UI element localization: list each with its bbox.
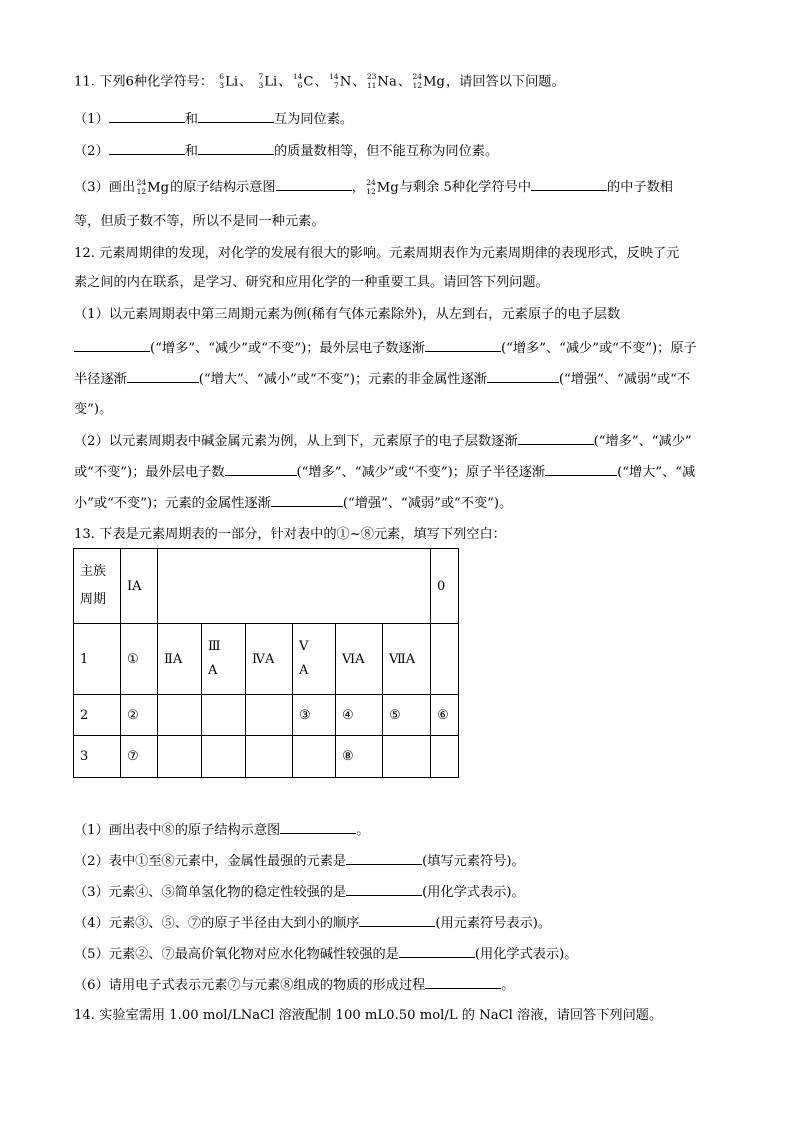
periodic-table-excerpt [73,548,459,778]
group-0-header: 0 [431,549,459,624]
table-cell: ① [121,624,158,695]
table-cell [431,736,459,778]
q12-part2-1: （2）以元素周期表中碱金属元素为例，从上到下，元素原子的电子层数逐渐 (“增多”、“减少” [74,434,692,449]
group-1a-header: ⅠA [121,549,158,624]
period-label: 2 [74,695,121,736]
q12-intro-1: 12. 元素周期律的发现，对化学的发展有很大的影响。元素周期表作为元素周期律的表现形式，反映了元 [74,246,680,261]
q12-part1-1: （1）以元素周期表中第三周期元素为例(稀有气体元素除外)，从左到右，元素原子的电子层数 [74,307,621,322]
isotope-c14: 14 6 C [292,72,314,90]
answer-blank[interactable] [346,883,422,896]
answer-blank[interactable] [271,494,343,507]
isotope-mg24: 24 12 Mg [136,177,170,196]
table-cell: ② [121,695,158,736]
answer-blank[interactable] [545,463,617,476]
answer-blank[interactable] [198,142,274,155]
q12-part1-2: (“增多”、“减少”或“不变”)；最外层电子数逐渐 (“增多”、“减少”或“不变”)；原子 [74,339,697,358]
isotope-mg24: 24 12 Mg [366,177,399,196]
table-cell: ⑧ [336,736,383,778]
q12-part1-4: 变”)。 [74,402,113,417]
q11-part1: （1） 和 互为同位素。 [74,112,354,127]
q13-part2: （2）表中①至⑧元素中，金属性最强的元素是 (填写元素符号)。 [74,854,525,869]
isotope-li7: 7 3 Li [258,72,278,90]
answer-blank[interactable] [518,432,594,445]
group-7a-header: ⅦA [383,624,431,695]
answer-blank[interactable] [127,370,199,383]
group-6a-header: ⅥA [336,624,383,695]
answer-blank[interactable] [425,339,501,352]
q12-part1-3: 半径逐渐 (“增大”、“减小”或“不变”)；元素的非金属性逐渐 (“增强”、“减弱”或“不 [74,372,691,387]
answer-blank[interactable] [109,142,185,155]
isotope-li6: 6 3 Li [219,72,239,90]
q12-part2-3: 小”或“不变”)；元素的金属性逐渐 (“增强”、“减弱”或“不变”)。 [74,496,513,511]
group-3a-header: Ⅲ A [202,624,246,695]
answer-blank[interactable] [280,821,356,834]
table-cell [158,695,202,736]
answer-blank[interactable] [276,178,352,191]
answer-blank[interactable] [399,945,475,958]
table-cell [158,736,202,778]
answer-blank[interactable] [346,852,422,865]
group-2a-header: ⅡA [158,624,202,695]
answer-blank[interactable] [74,339,150,352]
table-cell: ④ [336,695,383,736]
answer-blank[interactable] [531,178,607,191]
table-cell: ⑤ [383,695,431,736]
table-corner-header: 主族 周期 [74,549,121,624]
table-cell: ⑥ [431,695,459,736]
table-cell [431,624,459,695]
q13-intro: 13. 下表是元素周期表的一部分，针对表中的①~⑧元素，填写下列空白： [74,527,506,542]
q13-part1: （1）画出表中⑧的原子结构示意图 。 [74,823,370,838]
table-cell [246,695,293,736]
table-cell [293,736,336,778]
table-cell [246,736,293,778]
answer-blank[interactable] [425,976,501,989]
q13-part6: （6）请用电子式表示元素⑦与元素⑧组成的物质的形成过程 。 [74,978,515,993]
table-cell [202,736,246,778]
isotope-mg24: 24 12 Mg [412,72,445,90]
q11-part2: （2） 和 的质量数相等，但不能互称为同位素。 [74,144,499,159]
q13-part3: （3）元素④、⑤简单氢化物的稳定性较强的是 (用化学式表示)。 [74,885,525,900]
group-4a-header: ⅣA [246,624,293,695]
q11-part3-cont: 等，但质子数不等，所以不是同一种元素。 [74,214,325,229]
answer-blank[interactable] [359,914,435,927]
answer-blank[interactable] [225,463,297,476]
q11-stem: 11. 下列6种化学符号： 6 3 Li、 7 3 Li、 14 6 C、 14 7 N、 23 11 Na、 24 12 Mg，请回答以下问题。 [74,72,565,90]
answer-blank[interactable] [109,110,185,123]
table-cell [202,695,246,736]
answer-blank[interactable] [198,110,274,123]
group-5a-header: Ⅴ A [293,624,336,695]
q12-intro-2: 素之间的内在联系，是学习、研究和应用化学的一种重要工具。请回答下列问题。 [74,275,549,290]
q13-part4: （4）元素③、⑤、⑦的原子半径由大到小的顺序 (用元素符号表示)。 [74,916,552,931]
period-label: 3 [74,736,121,778]
table-blank-region [158,549,431,624]
q14-stem: 14. 实验室需用 1.00 mol/LNaCl 溶液配制 100 mL0.50 mol/L 的 NaCl 溶液，请回答下列问题。 [74,1008,663,1023]
q13-part5: （5）元素②、⑦最高价氧化物对应水化物碱性较强的是 (用化学式表示)。 [74,947,578,962]
q12-part2-2: 或“不变”)；最外层电子数 (“增多”、“减少”或“不变”)；原子半径逐渐 (“增大”、“减 [74,465,696,480]
table-cell [383,736,431,778]
answer-blank[interactable] [487,370,559,383]
table-cell: ③ [293,695,336,736]
isotope-na23: 23 11 Na [366,72,397,90]
q11-part3: （3）画出 24 12 Mg的原子结构示意图 ， 24 12 Mg与剩余 5种化学符号中 的中子数相 [74,177,673,196]
period-label: 1 [74,624,121,695]
isotope-n14: 14 7 N [329,72,352,90]
table-cell: ⑦ [121,736,158,778]
